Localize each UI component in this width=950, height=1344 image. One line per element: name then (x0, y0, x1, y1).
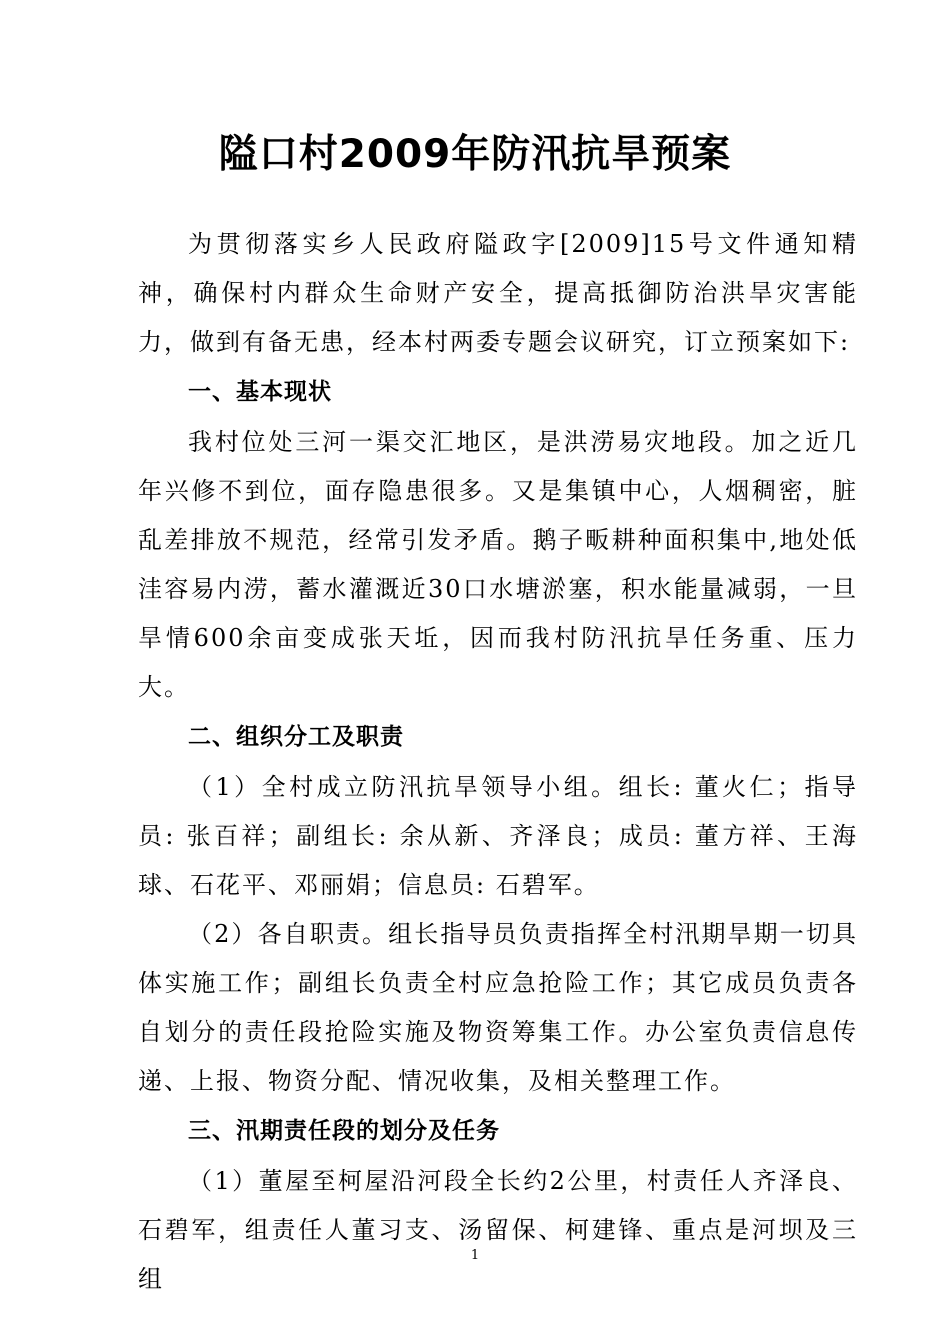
section-heading-basic-status: 一、基本现状 (188, 379, 332, 405)
page-number: 1 (470, 1248, 480, 1263)
section-paragraph: （1）董屋至柯屋沿河段全长约2公里，村责任人齐泽良、石碧军，组责任人董习支、汤留保、柯建锋、重点是河坝及三组 (138, 1167, 858, 1293)
section-paragraph: （1）全村成立防汛抗旱领导小组。组长: 董火仁；指导员: 张百祥；副组长: 余从新、齐泽良；成员: 董方祥、王海球、石花平、邓丽娟；信息员: 石碧军。 (138, 773, 858, 899)
section-paragraph: （2）各自职责。组长指导员负责指挥全村汛期旱期一切具体实施工作；副组长负责全村应急抢险工作；其它成员负责各自划分的责任段抢险实施及物资筹集工作。办公室负责信息传递、上报、物资分配、情况收集，及相关整理工作。 (138, 920, 858, 1095)
document-title: 隘口村2009年防汛抗旱预案 (218, 132, 732, 177)
section-heading-flood-duties: 三、汛期责任段的划分及任务 (188, 1118, 500, 1144)
document-body (138, 220, 858, 1304)
section-heading-organization: 二、组织分工及职责 (188, 724, 404, 750)
intro-paragraph: 为贯彻落实乡人民政府隘政字[2009]15号文件通知精神，确保村内群众生命财产安全，提高抵御防治洪旱灾害能力，做到有备无患，经本村两委专题会议研究，订立预案如下: (138, 230, 858, 356)
section-paragraph: 我村位处三河一渠交汇地区，是洪涝易灾地段。加之近几年兴修不到位，面存隐患很多。又是集镇中心，人烟稠密，脏乱差排放不规范，经常引发矛盾。鹅子畈耕种面积集中,地处低洼容易内涝，蓄水灌溉近30口水塘淤塞，积水能量减弱，一旦旱情600余亩变成张天坵，因而我村防汛抗旱任务重、压力大。 (138, 428, 858, 701)
